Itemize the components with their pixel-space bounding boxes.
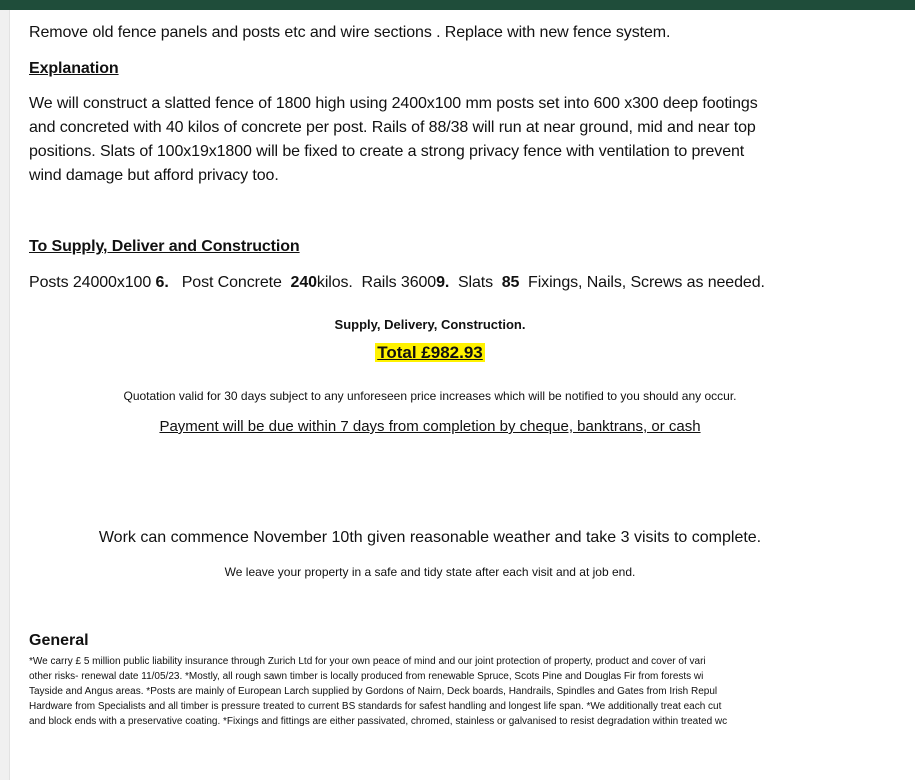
general-line: *We carry £ 5 million public liability insurance through Zurich Ltd for your own peace of mind and our joint protection of property, product and cover of vari <box>29 656 706 667</box>
material-qty: 85 <box>501 274 520 291</box>
explanation-line: and concreted with 40 kilos of concrete per post. Rails of 88/38 will run at near ground, mid and near top <box>29 119 756 136</box>
material-label: Rails 3600 <box>361 274 437 291</box>
general-line: and block ends with a preservative coating. *Fixings and fittings are either passivated, chromed, stainless or galvanised to resist degradation within treated wc <box>29 716 728 727</box>
payment-terms: Payment will be due within 7 days from completion by cheque, banktrans, or cash <box>159 418 701 435</box>
material-qty: 240 <box>290 274 317 291</box>
explanation-line: positions. Slats of 100x19x1800 will be fixed to create a strong privacy fence with ventilation to prevent <box>29 143 745 160</box>
explanation-line: We will construct a slatted fence of 1800 high using 2400x100 mm posts set into 600 x300 deep footings <box>29 95 758 112</box>
material-label: Fixings, Nails, Screws as needed. <box>528 274 765 291</box>
general-heading: General <box>29 632 89 649</box>
supply-subheading: Supply, Delivery, Construction. <box>334 317 526 332</box>
intro-text: Remove old fence panels and posts etc and wire sections . Replace with new fence system. <box>29 24 671 41</box>
material-label: Posts 24000x100 <box>29 274 152 291</box>
validity-note: Quotation valid for 30 days subject to any unforeseen price increases which will be notified to you should any occur. <box>123 389 737 403</box>
total-amount: Total £982.93 <box>377 343 483 362</box>
commence-note: Work can commence November 10th given reasonable weather and take 3 visits to complete. <box>98 529 762 546</box>
material-unit: kilos. <box>316 274 353 291</box>
supply-heading: To Supply, Deliver and Construction <box>29 238 300 255</box>
left-margin-strip <box>0 10 10 780</box>
material-label: Post Concrete <box>181 274 282 291</box>
general-line: other risks- renewal date 11/05/23. *Mostly, all rough sawn timber is locally produced from renewable Spruce, Scots Pine and Douglas Fir from forests wi <box>29 671 704 682</box>
window-top-bar <box>0 0 915 10</box>
explanation-line: wind damage but afford privacy too. <box>29 167 279 184</box>
general-line: Hardware from Specialists and all timber is pressure treated to current BS standards for safest handling and longest life span. *We additionally treat each cut <box>29 701 722 712</box>
material-qty: 9. <box>436 274 450 291</box>
materials-line <box>29 272 765 294</box>
general-line: Tayside and Angus areas. *Posts are mainly of European Larch supplied by Gordons of Nairn, Deck boards, Handrails, Spindles and Gates from Irish Repul <box>29 686 718 697</box>
material-qty: 6. <box>155 274 169 291</box>
material-label: Slats <box>457 274 494 291</box>
tidy-note: We leave your property in a safe and tidy state after each visit and at job end. <box>224 565 636 579</box>
explanation-heading: Explanation <box>29 60 119 77</box>
total-row <box>29 343 831 363</box>
general-terms <box>29 654 817 729</box>
